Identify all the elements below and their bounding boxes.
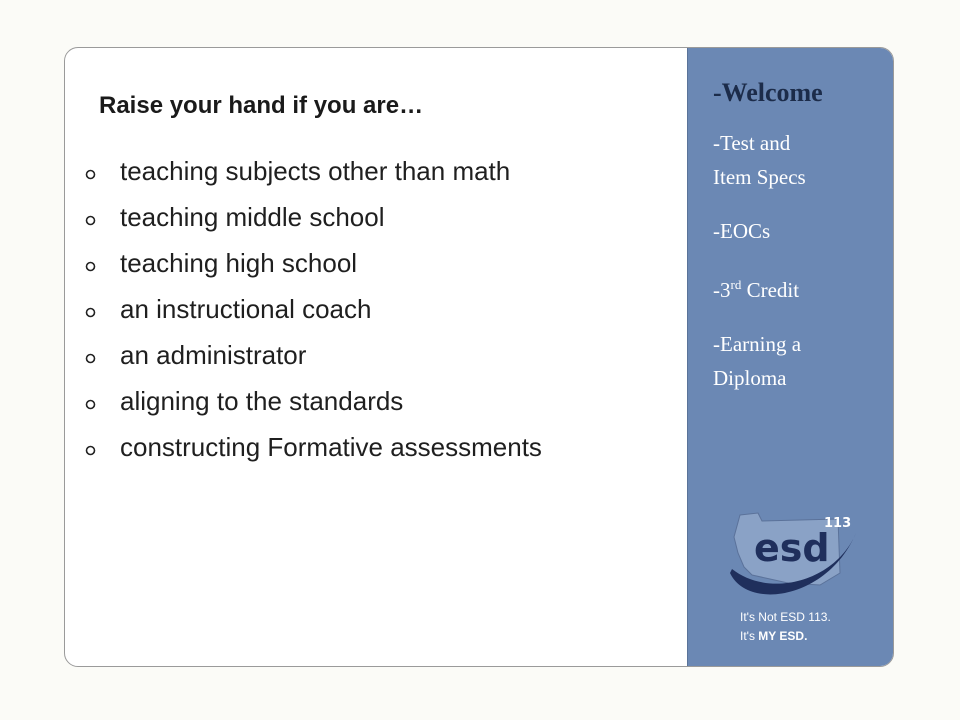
list-item [83,240,542,286]
circle-bullet-icon [85,305,96,316]
agenda-item-eocs: -EOCs [713,219,771,243]
list-item-text: an administrator [120,339,307,370]
circle-bullet-icon [85,443,96,454]
list-item-text: aligning to the standards [120,385,404,416]
slide [64,47,894,667]
list-item [83,332,542,378]
circle-bullet-icon [85,259,96,270]
slide-title: Raise your hand if you are… [99,92,424,119]
list-item-text: constructing Formative assessments [120,431,542,462]
slide-main-content [65,48,688,666]
ordinal-superscript: rd [730,277,742,292]
list-item [83,148,542,194]
bullet-list [83,148,542,470]
agenda-item-text: -Earning a [713,332,802,356]
agenda-item-text: Diploma [713,366,787,390]
agenda-item-text: Item Specs [713,165,806,189]
circle-bullet-icon [85,213,96,224]
agenda-item-test-specs [713,126,888,194]
logo-wordmark: esd [754,526,830,570]
circle-bullet-icon [85,167,96,178]
list-item-text: teaching middle school [120,201,385,232]
logo-tagline-bold: MY ESD. [758,629,808,643]
agenda-list [713,78,888,415]
agenda-item-text: -3 [713,278,731,302]
agenda-sidebar [687,48,893,666]
list-item-text: teaching subjects other than math [120,155,511,186]
agenda-item-welcome: -Welcome [713,78,823,107]
esd-113-logo [718,503,868,653]
logo-tagline-line1: It's Not ESD 113. [740,610,831,624]
agenda-item-diploma [713,327,888,395]
agenda-item-text: -Test and [713,131,791,155]
agenda-item-third-credit [713,268,888,307]
list-item [83,424,542,470]
circle-bullet-icon [85,351,96,362]
list-item [83,194,542,240]
list-item-text: an instructional coach [120,293,372,324]
logo-tagline-line2 [740,629,807,643]
agenda-item-text: Credit [741,278,800,302]
logo-number: 113 [824,516,852,531]
logo-tagline-prefix: It's [740,629,759,643]
list-item-text: teaching high school [120,247,358,278]
list-item [83,378,542,424]
circle-bullet-icon [85,397,96,408]
list-item [83,286,542,332]
